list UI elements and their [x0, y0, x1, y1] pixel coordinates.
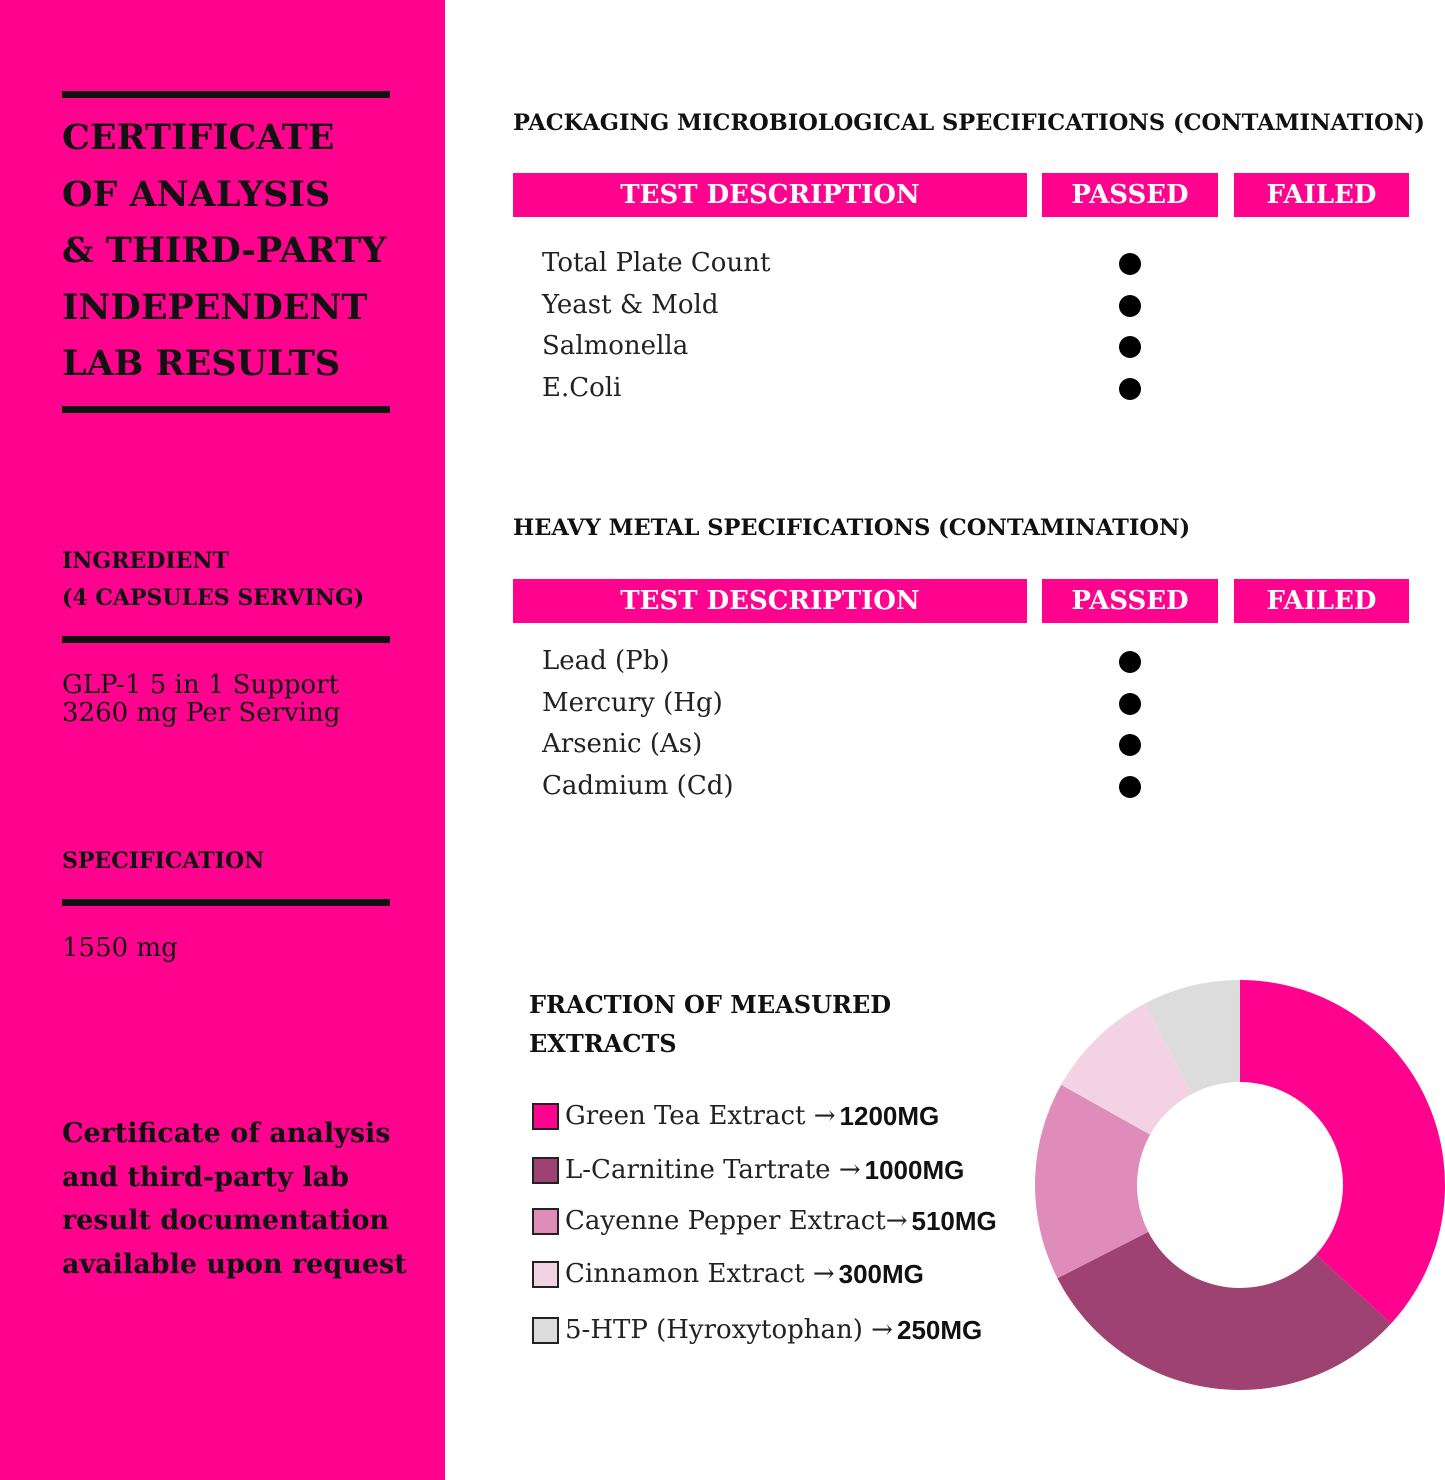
legend-swatch — [532, 1157, 559, 1184]
metal-header-failed: FAILED — [1234, 579, 1409, 623]
metal-test-list — [542, 645, 1422, 811]
test-row — [542, 330, 1422, 372]
legend-amount: 1000MG — [864, 1154, 965, 1185]
certificate-title — [62, 110, 402, 393]
passed-dot-icon — [1119, 336, 1141, 358]
passed-dot-icon — [1119, 776, 1141, 798]
legend-amount: 250MG — [896, 1314, 983, 1345]
divider — [62, 899, 390, 906]
title-line: LAB RESULTS — [62, 343, 341, 384]
spec-label: SPECIFICATION — [62, 848, 265, 874]
micro-header-description: TEST DESCRIPTION — [513, 173, 1027, 217]
spec-value: 1550 mg — [62, 933, 178, 963]
test-row — [542, 645, 1422, 687]
donut-slice — [1240, 980, 1445, 1324]
ingredient-value-line: GLP-1 5 in 1 Support — [62, 670, 340, 700]
micro-test-list — [542, 247, 1422, 413]
legend-item — [532, 1258, 924, 1290]
passed-dot-icon — [1119, 734, 1141, 756]
legend-label: Green Tea Extract → — [565, 1101, 836, 1131]
passed-dot-icon — [1119, 378, 1141, 400]
legend-amount: 510MG — [911, 1205, 997, 1236]
passed-dot-icon — [1119, 295, 1141, 317]
legend-amount: 1200MG — [839, 1100, 940, 1131]
passed-dot-icon — [1119, 651, 1141, 673]
ingredient-label — [62, 543, 364, 617]
legend-item — [532, 1100, 939, 1132]
title-line: CERTIFICATE — [62, 117, 335, 158]
title-line: & THIRD-PARTY — [62, 230, 387, 271]
micro-header-failed: FAILED — [1234, 173, 1409, 217]
divider — [62, 91, 390, 98]
extracts-title — [529, 985, 891, 1063]
divider — [62, 406, 390, 413]
extracts-donut-chart — [1030, 975, 1445, 1395]
micro-section-title: PACKAGING MICROBIOLOGICAL SPECIFICATIONS (CONTAMINATION) — [513, 110, 1425, 136]
metal-header-passed: PASSED — [1042, 579, 1218, 623]
legend-label: 5-HTP (Hyroxytophan) → — [565, 1315, 893, 1345]
test-name: Salmonella — [542, 331, 689, 361]
legend-item — [532, 1154, 964, 1186]
test-row — [542, 289, 1422, 331]
legend-label: L-Carnitine Tartrate → — [565, 1155, 861, 1185]
side-panel — [0, 0, 445, 1480]
test-name: E.Coli — [542, 372, 622, 403]
extracts-title-line: EXTRACTS — [529, 1029, 677, 1058]
test-name: Lead (Pb) — [542, 646, 670, 676]
legend-label: Cayenne Pepper Extract→ — [565, 1206, 908, 1236]
ingredient-value-line: 3260 mg Per Serving — [62, 698, 341, 728]
legend-swatch — [532, 1261, 559, 1288]
test-name: Arsenic (As) — [542, 729, 703, 759]
legend-item — [532, 1314, 982, 1346]
test-name: Mercury (Hg) — [542, 687, 723, 718]
test-name: Yeast & Mold — [542, 289, 719, 320]
test-row — [542, 770, 1422, 812]
metal-section-title: HEAVY METAL SPECIFICATIONS (CONTAMINATION) — [513, 515, 1191, 541]
legend-label: Cinnamon Extract → — [565, 1259, 835, 1289]
title-line: OF ANALYSIS — [62, 173, 331, 215]
divider — [62, 636, 390, 643]
test-row — [542, 728, 1422, 770]
metal-header-description: TEST DESCRIPTION — [513, 579, 1027, 623]
legend-swatch — [532, 1208, 559, 1235]
test-row — [542, 372, 1422, 414]
ingredient-value — [62, 671, 340, 727]
test-name: Cadmium (Cd) — [542, 770, 734, 801]
title-line: INDEPENDENT — [62, 286, 368, 328]
passed-dot-icon — [1119, 253, 1141, 275]
passed-dot-icon — [1119, 693, 1141, 715]
test-row — [542, 247, 1422, 289]
legend-swatch — [532, 1103, 559, 1130]
legend-amount: 300MG — [838, 1258, 924, 1289]
extracts-title-line: FRACTION OF MEASURED — [529, 990, 892, 1019]
micro-header-passed: PASSED — [1042, 173, 1218, 217]
ingredient-label-line: INGREDIENT — [62, 548, 229, 574]
legend-item — [532, 1205, 997, 1237]
ingredient-label-line: (4 CAPSULES SERVING) — [62, 585, 365, 611]
legend-swatch — [532, 1317, 559, 1344]
test-row — [542, 687, 1422, 729]
availability-note: Certificate of analysis and third-party lab result documentation available upon request — [62, 1118, 407, 1280]
test-name: Total Plate Count — [542, 248, 771, 278]
